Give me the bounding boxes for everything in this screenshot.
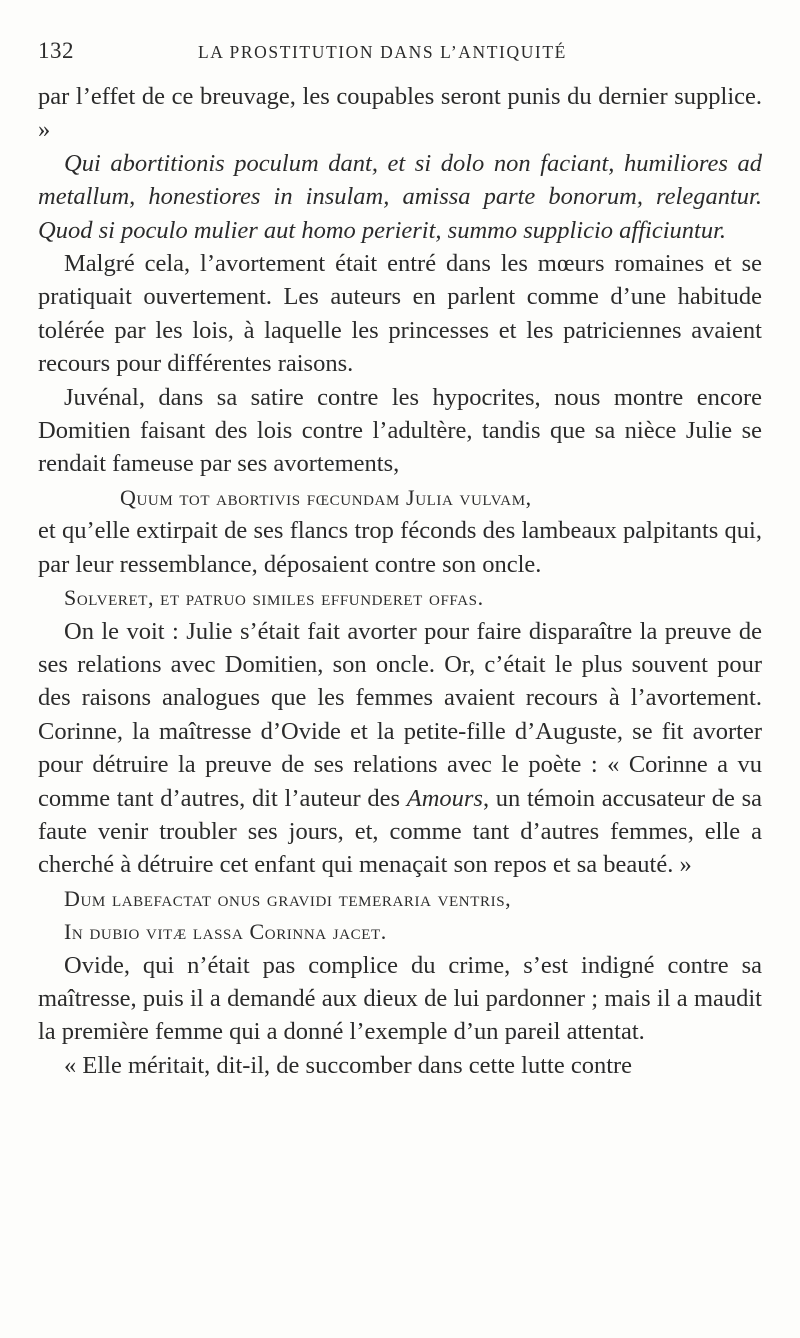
paragraph: Juvénal, dans sa satire contre les hypocrites, nous montre encore Domitien faisant des lois contre l’adultère, tandis que sa nièce Julie se rendait fameuse par ses avortements, <box>38 383 762 478</box>
paragraph-text: On le voit : Julie s’était fait avorter pour faire disparaître la preuve de ses relations avec Domitien, son oncle. Or, c’était le plus souvent pour des raisons analogues que les femmes avaient recours à l’avortement. Corinne, la maîtresse d’Ovide et la petite-fille d’Auguste, se fit avorter pour détruire la preuve de ses relations avec le poète : « Corinne a vu comme tant d’autres, dit l’auteur des <box>38 617 762 812</box>
latin-verse: In dubio vitæ lassa Corinna jacet. <box>64 919 387 945</box>
book-title: Amours <box>406 784 483 812</box>
body-text <box>38 80 762 1082</box>
paragraph-continuation: par l’effet de ce breuvage, les coupables seront punis du dernier supplice. » <box>38 83 762 144</box>
latin-quotation: Qui abortitionis poculum dant, et si dolo non faciant, humiliores ad metallum, honestiores in insulam, amissa parte bonorum, relegantur. Quod si poculo mulier aut homo perierit, summo supplicio afficiuntur. <box>38 149 762 244</box>
page-header <box>38 38 760 68</box>
latin-verse: Dum labefactat onus gravidi temeraria ventris, <box>64 885 512 911</box>
paragraph: Ovide, qui n’était pas complice du crime, s’est indigné contre sa maîtresse, puis il a demandé aux dieux de lui pardonner ; mais il a maudit la première femme qui a donné l’exemple d’un pareil attentat. <box>38 951 762 1046</box>
running-head: LA PROSTITUTION DANS L’ANTIQUITÉ <box>198 42 567 62</box>
paragraph <box>38 615 762 882</box>
page-number: 132 <box>38 38 74 63</box>
latin-verse: Solveret, et patruo similes effunderet offas. <box>64 585 484 611</box>
paragraph: Malgré cela, l’avortement était entré dans les mœurs romaines et se pratiquait ouvertement. Les auteurs en parlent comme d’une habitude tolérée par les lois, à laquelle les princesses et les patriciennes avaient recours pour différentes raisons. <box>38 250 762 378</box>
latin-verse: Quum tot abortivis fœcundam Julia vulvam, <box>120 484 532 510</box>
paragraph-text: , un témoin accusateur de sa faute venir troubler ses jours, et, comme tant d’autres femmes, elle a cherché à détruire cet enfant qui menaçait son repos et sa beauté. » <box>38 784 762 879</box>
paragraph: « Elle méritait, dit-il, de succomber dans cette lutte contre <box>64 1051 633 1079</box>
paragraph: et qu’elle extirpait de ses flancs trop féconds des lambeaux palpitants qui, par leur ressemblance, déposaient contre son oncle. <box>38 517 762 578</box>
